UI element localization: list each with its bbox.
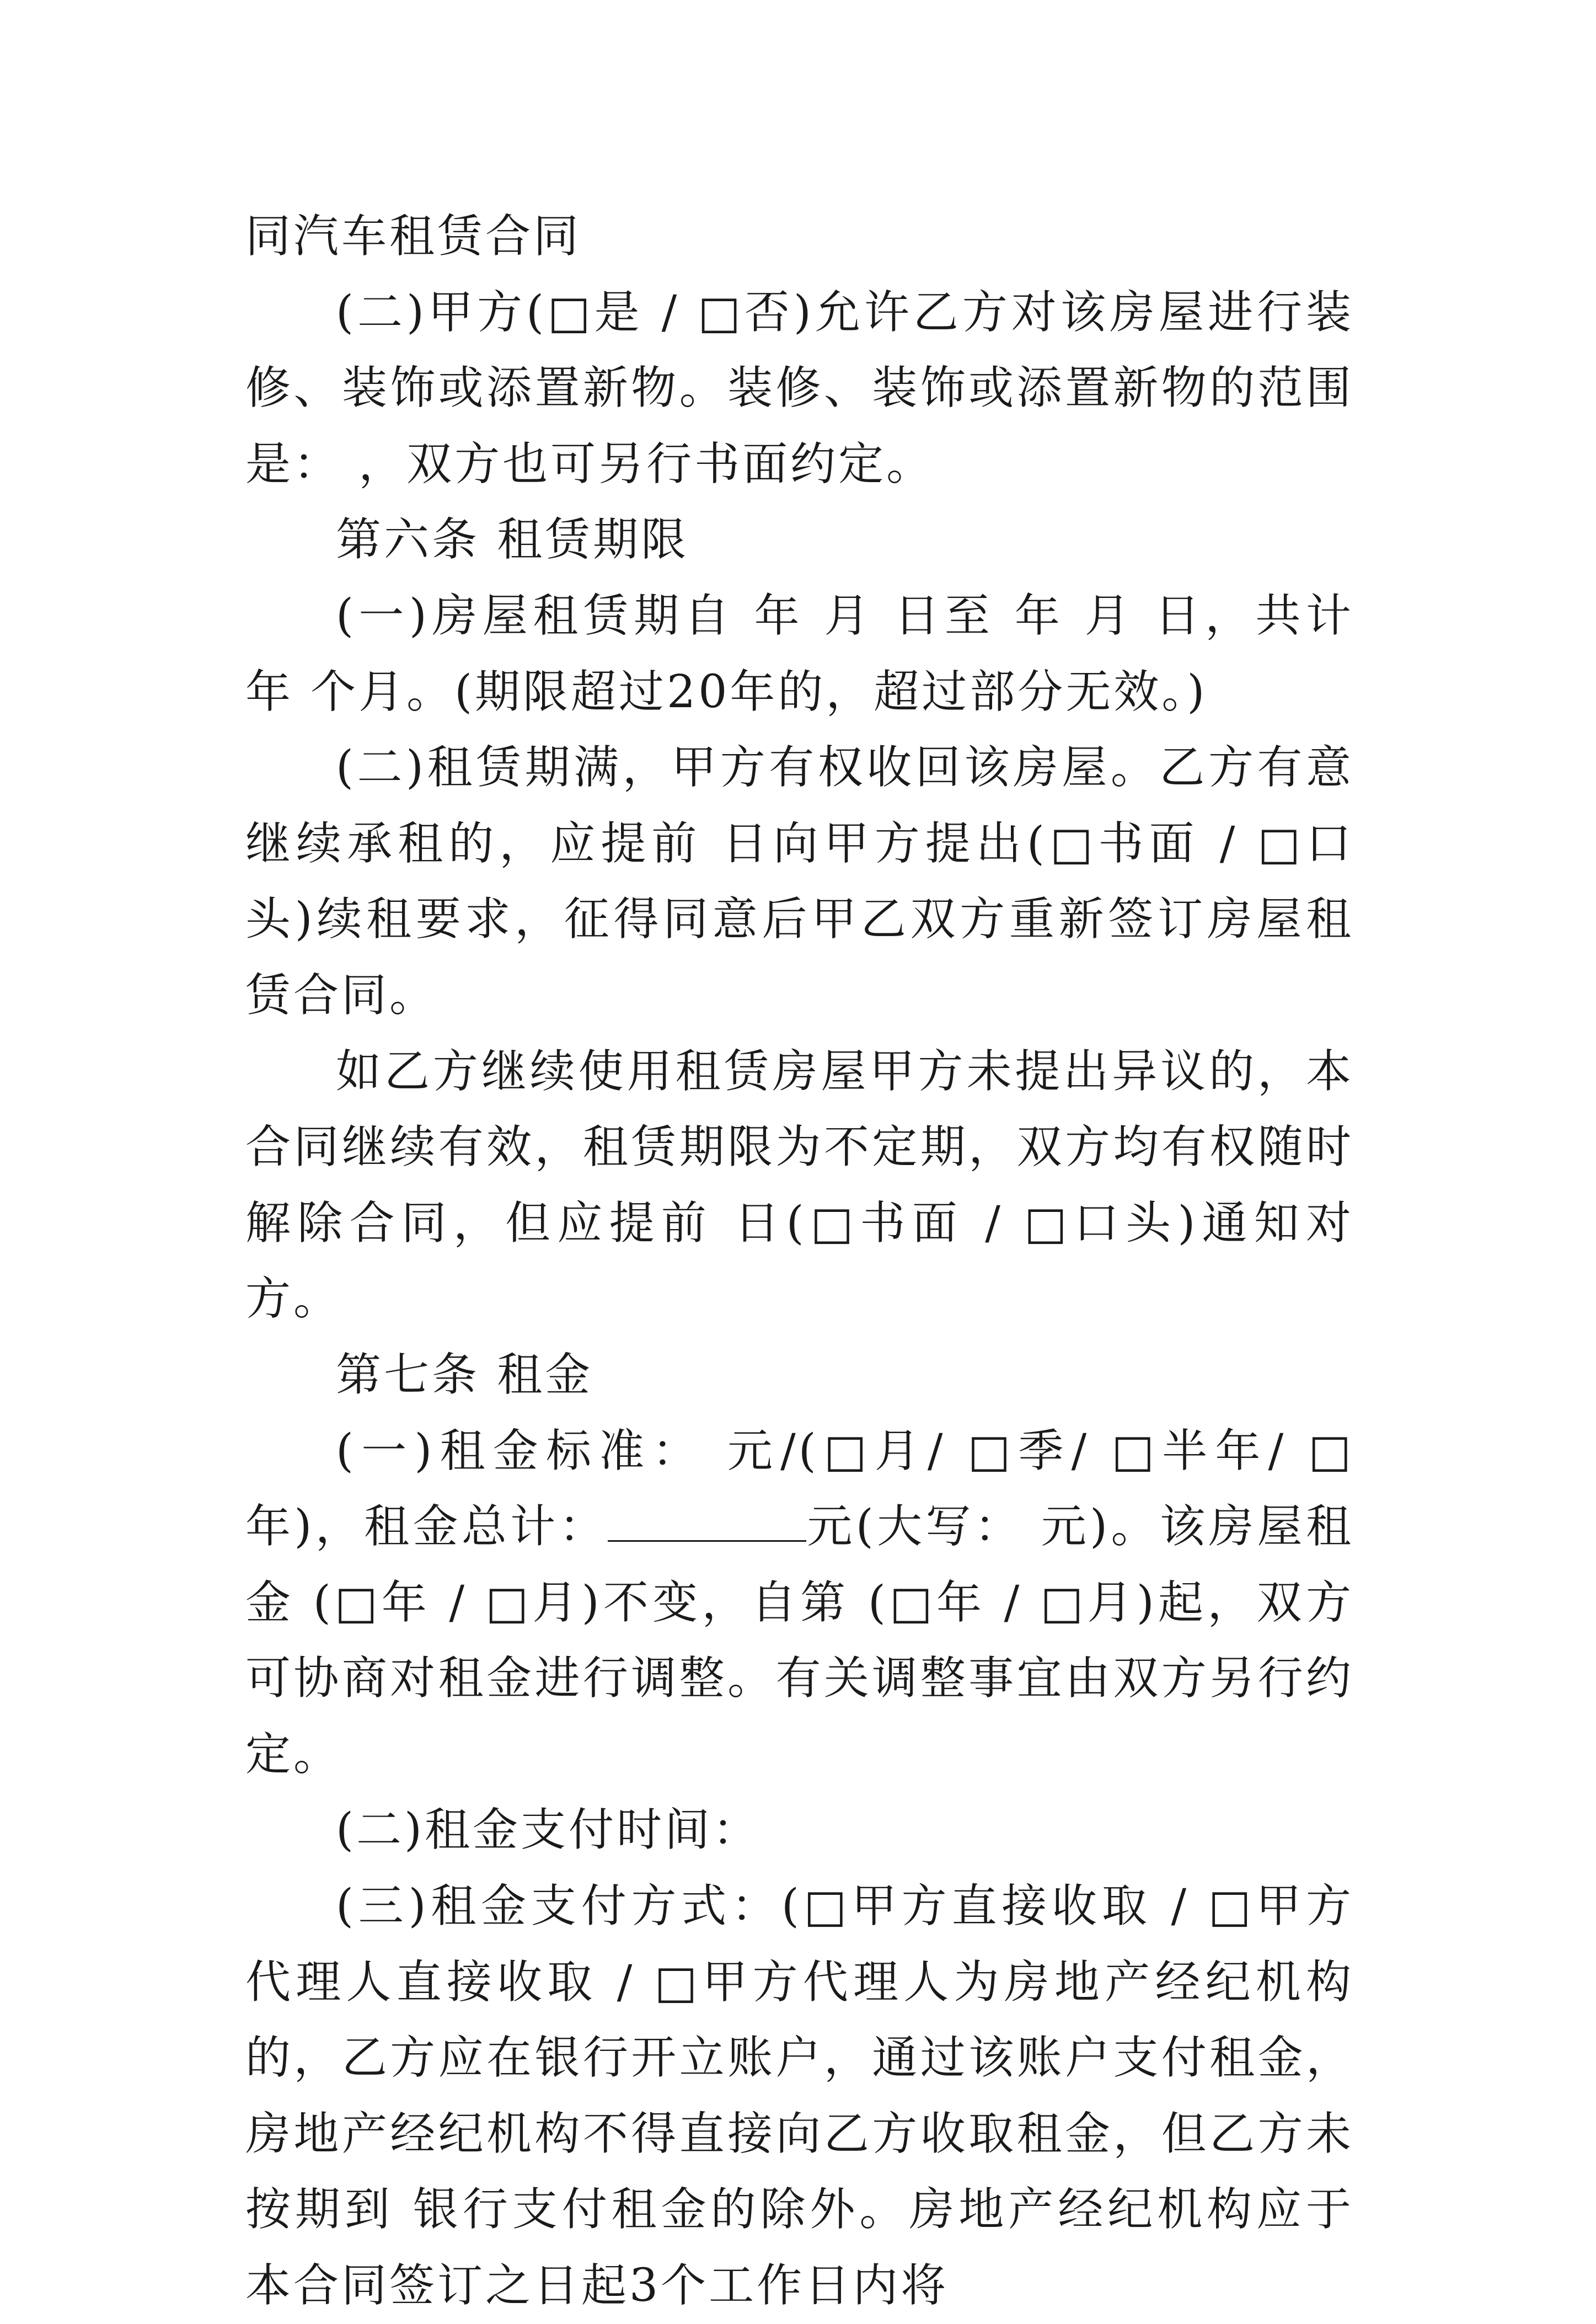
paragraph-payment-method: (三)租金支付方式：(□甲方直接收取 / □甲方代理人直接收取 / □甲方代理人为房地产经纪机构的，乙方应在银行开立账户，通过该账户支付租金，房地产经纪机构不得直接向乙方收取租金，但乙方未按期到 银行支付租金的除外。房地产经纪机构应于本合同签订之日起3个工作日内将 [245, 1880, 1354, 2312]
rent-total-blank [608, 1513, 806, 1542]
rent-standard-text-cont: 元(大写： 元)。该房屋租金 (□年 / □月)不变，自第 (□年 / □月)起，双方可协商对租金进行调整。有关调整事宜由双方另行约定。 [245, 1500, 1354, 1781]
paragraph-indefinite-term: 如乙方继续使用租赁房屋甲方未提出异议的，本合同继续有效，租赁期限为不定期，双方均有权随时解除合同，但应提前 日(□书面 / □口头)通知对方。 [245, 1045, 1354, 1326]
heading-article-6: 第六条 租赁期限 [336, 514, 689, 567]
paragraph-rent-standard [245, 1413, 1354, 1793]
document-body [245, 199, 1354, 2324]
rent-standard-text: (一)租金标准： 元/(□月/ □季/ □半年/ □年)，租金总计： [245, 1424, 1354, 1553]
paragraph-lease-term: (一)房屋租赁期自 年 月 日至 年 月 日，共计 年 个月。(期限超过20年的，超过部分无效。) [245, 589, 1354, 718]
paragraph-continuation: 同汽车租赁合同 [245, 210, 582, 263]
paragraph-lease-renewal: (二)租赁期满，甲方有权收回该房屋。乙方有意继续承租的，应提前 日向甲方提出(□书面 / □口头)续租要求，征得同意后甲乙双方重新签订房屋租赁合同。 [245, 741, 1354, 1022]
heading-article-7: 第七条 租金 [336, 1348, 593, 1401]
paragraph-renovation: (二)甲方(□是 / □否)允许乙方对该房屋进行装修、装饰或添置新物。装修、装饰或添置新物的范围是： ，双方也可另行书面约定。 [245, 286, 1354, 490]
paragraph-payment-time: (二)租金支付时间： [336, 1804, 760, 1857]
